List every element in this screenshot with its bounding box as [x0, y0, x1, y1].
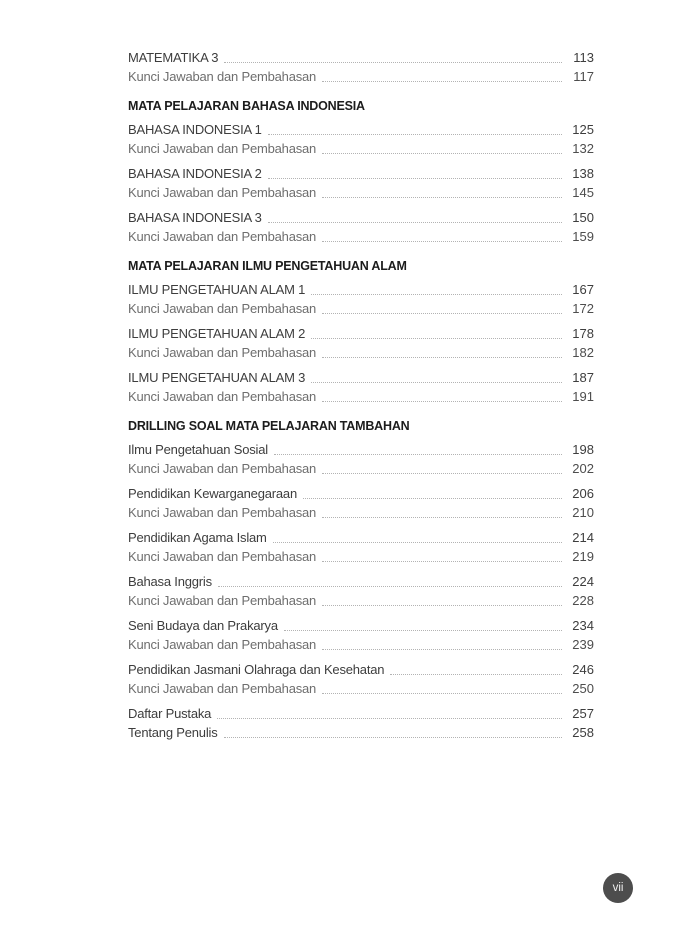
toc-entry-page-number: 239 — [572, 637, 594, 652]
toc-section-heading: MATA PELAJARAN BAHASA INDONESIA — [128, 99, 365, 113]
dot-leader — [274, 453, 562, 455]
toc-entry-page-number: 182 — [572, 345, 594, 360]
toc-entry[interactable] — [128, 660, 594, 679]
toc-entry[interactable] — [128, 723, 594, 742]
dot-leader — [224, 61, 562, 63]
toc-entry-page-number: 172 — [572, 301, 594, 316]
toc-entry[interactable] — [128, 208, 594, 227]
dot-leader — [322, 400, 562, 402]
toc-entry-group — [128, 48, 594, 86]
toc-entry-label: Kunci Jawaban dan Pembahasan — [128, 301, 317, 316]
toc-entry-label: BAHASA INDONESIA 3 — [128, 210, 262, 225]
toc-entry-page-number: 214 — [572, 530, 594, 545]
dot-leader — [322, 240, 562, 242]
toc-entry[interactable] — [128, 183, 594, 202]
toc-entry-group — [128, 208, 594, 246]
toc-entry-page-number: 178 — [572, 326, 594, 341]
toc-entry[interactable] — [128, 616, 594, 635]
toc-entry-label: Bahasa Inggris — [128, 574, 212, 589]
toc-entry-group — [128, 164, 594, 202]
toc-entry-label: Kunci Jawaban dan Pembahasan — [128, 229, 317, 244]
toc-entry-label: Kunci Jawaban dan Pembahasan — [128, 549, 317, 564]
toc-entry[interactable] — [128, 48, 594, 67]
dot-leader — [322, 152, 562, 154]
toc-entry-page-number: 132 — [572, 141, 594, 156]
toc-entry-page-number: 258 — [572, 725, 594, 740]
toc-entry[interactable] — [128, 503, 594, 522]
dot-leader — [311, 381, 562, 383]
dot-leader — [311, 337, 562, 339]
dot-leader — [322, 196, 562, 198]
toc-entry-label: Pendidikan Kewarganegaraan — [128, 486, 297, 501]
dot-leader — [322, 648, 562, 650]
toc-entry-page-number: 246 — [572, 662, 594, 677]
toc-entry[interactable] — [128, 528, 594, 547]
toc-entry-label: Kunci Jawaban dan Pembahasan — [128, 461, 317, 476]
toc-entry-page-number: 159 — [572, 229, 594, 244]
dot-leader — [322, 604, 562, 606]
toc-entry[interactable] — [128, 227, 594, 246]
toc-section — [128, 48, 594, 86]
dot-leader — [322, 560, 562, 562]
toc-entry[interactable] — [128, 679, 594, 698]
toc-entry-page-number: 198 — [572, 442, 594, 457]
toc-entry-page-number: 191 — [572, 389, 594, 404]
toc-entry-group — [128, 120, 594, 158]
toc-entry-page-number: 125 — [572, 122, 594, 137]
toc-section — [128, 97, 594, 246]
dot-leader — [218, 585, 562, 587]
toc-entry[interactable] — [128, 591, 594, 610]
toc-entry-page-number: 187 — [572, 370, 594, 385]
toc-section-heading: MATA PELAJARAN ILMU PENGETAHUAN ALAM — [128, 259, 407, 273]
toc-entry-group — [128, 280, 594, 318]
toc-entry-label: Kunci Jawaban dan Pembahasan — [128, 505, 317, 520]
dot-leader — [322, 692, 562, 694]
toc-entry-page-number: 202 — [572, 461, 594, 476]
toc-entry-label: Pendidikan Agama Islam — [128, 530, 267, 545]
toc-entry-group — [128, 368, 594, 406]
toc-entry-label: Ilmu Pengetahuan Sosial — [128, 442, 268, 457]
toc-entry-page-number: 257 — [572, 706, 594, 721]
dot-leader — [217, 717, 562, 719]
toc-entry[interactable] — [128, 440, 594, 459]
toc-entry-label: Kunci Jawaban dan Pembahasan — [128, 389, 317, 404]
toc-entry-group — [128, 324, 594, 362]
toc-entry[interactable] — [128, 67, 594, 86]
toc-section-heading: DRILLING SOAL MATA PELAJARAN TAMBAHAN — [128, 419, 410, 433]
toc-entry[interactable] — [128, 324, 594, 343]
toc-entry-label: Kunci Jawaban dan Pembahasan — [128, 69, 317, 84]
dot-leader — [268, 177, 562, 179]
toc-entry-page-number: 250 — [572, 681, 594, 696]
toc-entry-label: Kunci Jawaban dan Pembahasan — [128, 593, 317, 608]
toc-entry-group — [128, 660, 594, 698]
toc-entry-page-number: 228 — [572, 593, 594, 608]
toc-entry[interactable] — [128, 547, 594, 566]
toc-entry-page-number: 224 — [572, 574, 594, 589]
dot-leader — [322, 312, 562, 314]
toc-entry-page-number: 150 — [572, 210, 594, 225]
toc-entry-label: ILMU PENGETAHUAN ALAM 1 — [128, 282, 306, 297]
toc-entry-label: ILMU PENGETAHUAN ALAM 2 — [128, 326, 306, 341]
toc-entry-label: Tentang Penulis — [128, 725, 218, 740]
dot-leader — [322, 516, 562, 518]
toc-entry[interactable] — [128, 299, 594, 318]
toc-entry-page-number: 117 — [573, 69, 594, 84]
toc-entry-label: Kunci Jawaban dan Pembahasan — [128, 637, 317, 652]
page-number-badge: vii — [603, 873, 633, 903]
toc-entry-page-number: 206 — [572, 486, 594, 501]
toc-entry[interactable] — [128, 120, 594, 139]
toc-entry-label: Pendidikan Jasmani Olahraga dan Kesehatan — [128, 662, 385, 677]
dot-leader — [273, 541, 562, 543]
dot-leader — [322, 80, 562, 82]
dot-leader — [322, 356, 562, 358]
toc-entry[interactable] — [128, 572, 594, 591]
dot-leader — [390, 673, 562, 675]
toc-entry-group — [128, 528, 594, 566]
toc-entry[interactable] — [128, 368, 594, 387]
toc-entry[interactable] — [128, 280, 594, 299]
toc-section — [128, 417, 594, 698]
toc-entry-label: BAHASA INDONESIA 2 — [128, 166, 262, 181]
toc-entry[interactable] — [128, 484, 594, 503]
toc-entry-label: MATEMATIKA 3 — [128, 50, 219, 65]
toc-entry-label: ILMU PENGETAHUAN ALAM 3 — [128, 370, 306, 385]
toc-entry[interactable] — [128, 387, 594, 406]
toc-entry[interactable] — [128, 459, 594, 478]
toc-entry-label: Daftar Pustaka — [128, 706, 212, 721]
toc-entry-label: Kunci Jawaban dan Pembahasan — [128, 345, 317, 360]
dot-leader — [284, 629, 562, 631]
dot-leader — [303, 497, 562, 499]
dot-leader — [322, 472, 562, 474]
dot-leader — [268, 133, 562, 135]
toc-entry[interactable] — [128, 635, 594, 654]
dot-leader — [224, 736, 562, 738]
toc-entry-page-number: 145 — [572, 185, 594, 200]
toc-section — [128, 257, 594, 406]
toc-entry[interactable] — [128, 704, 594, 723]
table-of-contents — [128, 48, 594, 748]
toc-entry-group — [128, 572, 594, 610]
toc-section — [128, 704, 594, 742]
toc-entry-page-number: 234 — [572, 618, 594, 633]
toc-entry[interactable] — [128, 343, 594, 362]
toc-entry-group — [128, 484, 594, 522]
toc-entry[interactable] — [128, 164, 594, 183]
toc-entry-label: Kunci Jawaban dan Pembahasan — [128, 185, 317, 200]
toc-entry-page-number: 138 — [572, 166, 594, 181]
toc-entry-label: Kunci Jawaban dan Pembahasan — [128, 681, 317, 696]
toc-entry-label: Seni Budaya dan Prakarya — [128, 618, 278, 633]
dot-leader — [311, 293, 562, 295]
dot-leader — [268, 221, 562, 223]
toc-entry-label: Kunci Jawaban dan Pembahasan — [128, 141, 317, 156]
toc-entry-label: BAHASA INDONESIA 1 — [128, 122, 262, 137]
toc-entry-group — [128, 440, 594, 478]
toc-entry-group — [128, 704, 594, 742]
toc-entry-page-number: 210 — [572, 505, 594, 520]
toc-entry[interactable] — [128, 139, 594, 158]
toc-entry-page-number: 219 — [572, 549, 594, 564]
toc-entry-page-number: 113 — [573, 50, 594, 65]
toc-entry-page-number: 167 — [572, 282, 594, 297]
toc-entry-group — [128, 616, 594, 654]
